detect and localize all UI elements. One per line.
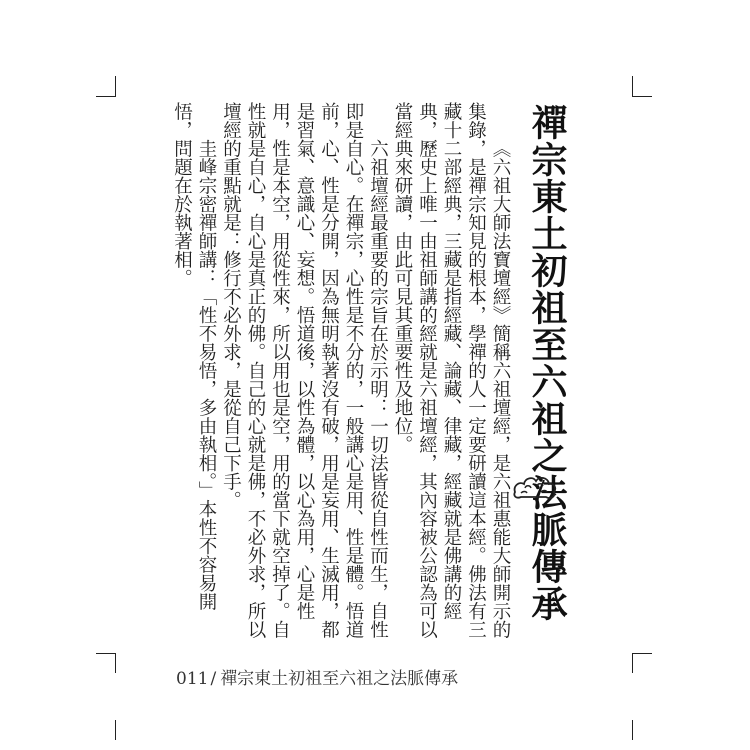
crop-mark bbox=[96, 96, 116, 97]
footer-separator: / bbox=[210, 669, 217, 689]
crop-mark bbox=[115, 653, 116, 673]
crop-mark bbox=[115, 76, 116, 96]
crop-mark bbox=[632, 653, 633, 673]
running-title: 禪宗東土初祖至六祖之法脈傳承 bbox=[220, 669, 459, 689]
paragraph: 圭峰宗密禪師講：「性不易悟，多由執相。」本性不容易開悟，問題在於執著相。 bbox=[171, 102, 217, 611]
page-number: 011 bbox=[176, 669, 209, 689]
page-footer bbox=[176, 664, 458, 689]
crop-mark bbox=[632, 76, 633, 96]
cloud-ornament-icon bbox=[511, 472, 557, 502]
crop-mark bbox=[115, 720, 116, 740]
crop-mark bbox=[632, 653, 652, 654]
chapter-title: 禪宗東土初祖至六祖之法脈傳承 bbox=[526, 104, 567, 622]
crop-mark bbox=[96, 653, 116, 654]
crop-mark bbox=[632, 720, 633, 740]
paragraph: 六祖壇經最重要的宗旨在於示明：一切法皆從自性而生，自性即是自心。在禪宗，心性是不分的，一般講心是用、性是體。悟道前，心、性是分開，因為無明執著沒有破，用是妄用、生滅用，都是習氣、意識心、妄想。悟道後，以性為體，以心為用，心是性用，性是本空，用從性來，所以用也是空，用的當下就空掉了。自性就是自心，自心是真正的佛。自己的心就是佛，不必外求，所以壇經的重點就是：修行不必外求，是從自己下手。 bbox=[220, 102, 389, 639]
paragraph: 《六祖大師法寶壇經》簡稱六祖壇經，是六祖惠能大師開示的集錄，是禪宗知見的根本，學禪的人一定要研讀這本經。佛法有三藏十二部經典，三藏是指經藏、論藏、律藏，經藏就是佛講的經典，歷史上唯一由祖師講的經就是六祖壇經，其內容被公認為可以當經典來研讀，由此可見其重要性及地位。 bbox=[392, 102, 511, 639]
crop-mark bbox=[632, 96, 652, 97]
body-text bbox=[170, 102, 512, 642]
